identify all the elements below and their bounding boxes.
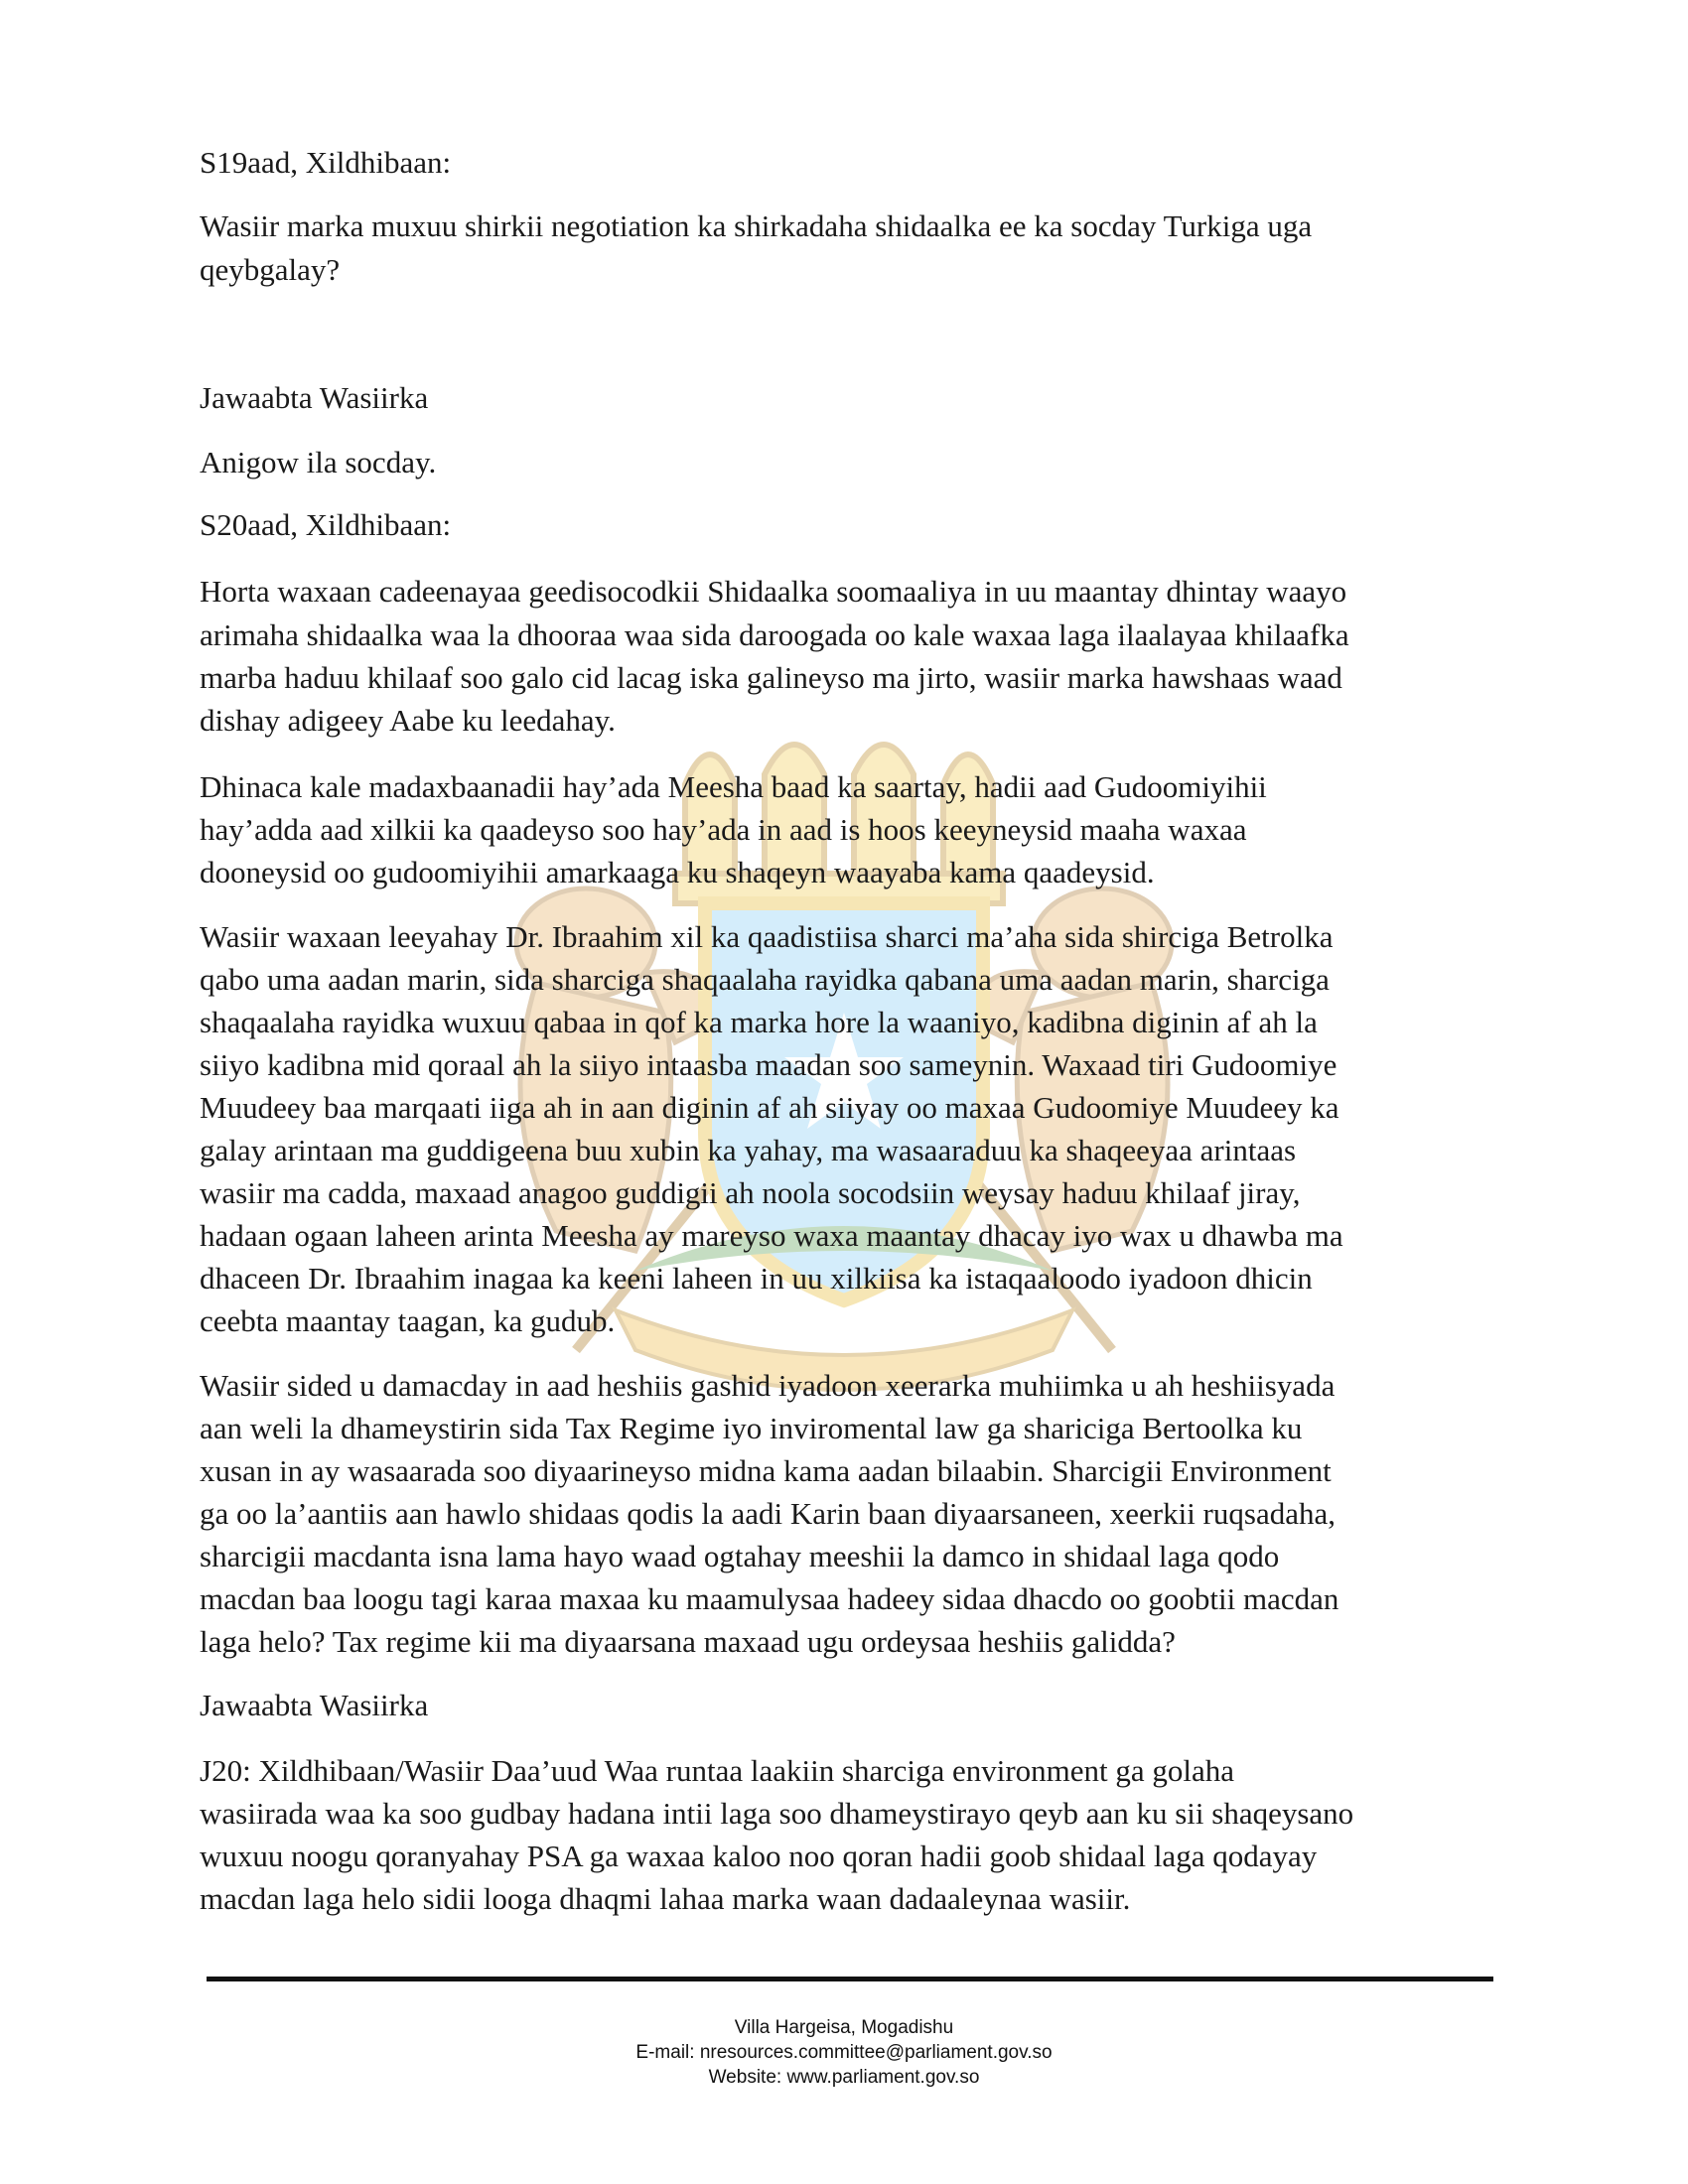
footer-address: Villa Hargeisa, Mogadishu [734,2017,954,2038]
footer-divider [207,1977,1493,1981]
paragraph-line: ceebta maantay taagan, ka gudub. [200,1303,616,1338]
answer-line: wuxuu noogu qoranyahay PSA ga waxaa kaloo noo qoran hadii goob shidaal laga qodayay [200,1839,1318,1873]
paragraph-line: Wasiir waxaan leeyahay Dr. Ibraahim xil ka qaadistiisa sharci ma’aha sida shirciga Betrolka [200,919,1334,954]
paragraph-line: dooneysid oo gudoomiyihii amarkaaga ku shaqeyn waayaba kama qaadeysid. [200,855,1155,889]
paragraph-line: macdan baa loogu tagi karaa maxaa ku maamulysaa hadeey sidaa dhacdo oo goobtii macdan [200,1581,1339,1616]
paragraph-line: arimaha shidaalka waa la dhooraa waa sida daroogada oo kale waxaa laga ilaalayaa khilaafka [200,617,1349,652]
paragraph-line: dhaceen Dr. Ibraahim inagaa ka keeni laheen in uu xilkiisa ka istaqaaloodo iyadoon dhicin [200,1261,1313,1296]
paragraph-line: galay arintaan ma guddigeena buu xubin ka yahay, ma wasaaraduu ka shaqeeyaa arintaas [200,1133,1297,1167]
answer-heading: Jawaabta Wasiirka [200,380,429,415]
footer-email[interactable]: E-mail: nresources.committee@parliament.gov.so [635,2042,1053,2063]
footer-website[interactable]: Website: www.parliament.gov.so [708,2067,980,2088]
answer-line: wasiirada waa ka soo gudbay hadana intii laga soo dhameystirayo qeyb aan ku sii shaqeysano [200,1796,1354,1831]
paragraph-line: xusan in ay wasaarada soo diyaarineyso midna kama aadan bilaabin. Sharcigii Environment [200,1453,1332,1488]
s19-question-line: qeybgalay? [200,252,341,287]
footer [0,2015,1688,2090]
paragraph-line: sharcigii macdanta isna lama hayo waad ogtahay meeshii la damco in shidaal laga qodo [200,1539,1280,1573]
s19-heading: S19aad, Xildhibaan: [200,145,452,180]
s20-heading: S20aad, Xildhibaan: [200,507,452,542]
answer-text: Anigow ila socday. [200,445,437,479]
paragraph-line: dishay adigeey Aabe ku leedahay. [200,703,616,738]
paragraph-line: laga helo? Tax regime kii ma diyaarsana maxaad ugu ordeysaa heshiis galidda? [200,1624,1176,1659]
paragraph-line: Horta waxaan cadeenayaa geedisocodkii Shidaalka soomaaliya in uu maantay dhintay waayo [200,574,1347,609]
paragraph-line: Dhinaca kale madaxbaanadii hay’ada Meesha baad ka saartay, hadii aad Gudoomiyihii [200,769,1267,804]
answer-heading: Jawaabta Wasiirka [200,1688,429,1722]
paragraph-line: ga oo la’aantiis aan hawlo shidaas qodis la aadi Karin baan diyaarsaneen, xeerkii ruqsadaha, [200,1496,1336,1531]
paragraph-line: qabo uma aadan marin, sida sharciga shaqaalaha rayidka qabana uma aadan marin, sharciga [200,962,1330,997]
answer-line: macdan laga helo sidii looga dhaqmi lahaa marka waan dadaaleynaa wasiir. [200,1881,1131,1916]
paragraph-line: hay’adda aad xilkii ka qaadeyso soo hay’ada in aad is hoos keeyneysid maaha waxaa [200,812,1247,847]
paragraph-line: shaqaalaha rayidka wuxuu qabaa in qof ka marka hore la waaniyo, kadibna diginin af ah la [200,1005,1318,1039]
paragraph-line: siiyo kadibna mid qoraal ah la siiyo intaasba maadan soo sameynin. Waxaad tiri Gudoomiye [200,1047,1337,1082]
paragraph-line: marba haduu khilaaf soo galo cid lacag iska galineyso ma jirto, wasiir marka hawshaas waad [200,660,1342,695]
paragraph-line: Wasiir sided u damacday in aad heshiis gashid iyadoon xeerarka muhiimka u ah heshiisyada [200,1368,1336,1403]
s19-question-line: Wasiir marka muxuu shirkii negotiation ka shirkadaha shidaalka ee ka socday Turkiga uga [200,208,1313,243]
paragraph-line: wasiir ma cadda, maxaad anagoo guddigii ah noola socodsiin weysay haduu khilaaf jiray, [200,1175,1301,1210]
answer-line: J20: Xildhibaan/Wasiir Daa’uud Waa runtaa laakiin sharciga environment ga golaha [200,1753,1235,1788]
paragraph-line: Muudeey baa marqaati iiga ah in aan diginin af ah siiyay oo maxaa Gudoomiye Muudeey ka [200,1090,1339,1125]
paragraph-line: hadaan ogaan laheen arinta Meesha ay mareyso waxa maantay dhacay iyo wax u dhawba ma [200,1218,1343,1253]
paragraph-line: aan weli la dhameystirin sida Tax Regime iyo inviromental law ga shariciga Bertoolka ku [200,1411,1303,1445]
